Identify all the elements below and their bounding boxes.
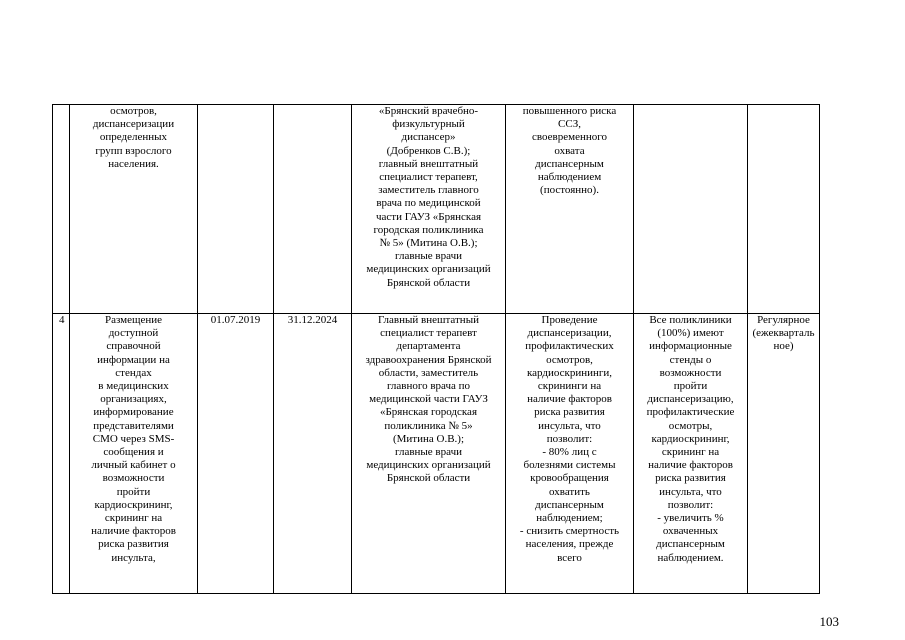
row-number-cell — [53, 105, 70, 314]
cell-text-line: ССЗ, — [558, 118, 581, 131]
measure-cell — [70, 105, 198, 314]
cell-text-line: наблюдением — [537, 171, 602, 184]
start-date-cell: 01.07.2019 — [198, 314, 274, 594]
cell-text-line: пройти — [673, 380, 708, 393]
cell-text-line: диспансерным — [656, 538, 725, 551]
cell-text-line: наблюдением. — [657, 551, 724, 564]
cell-text-line: городская поликлиника — [373, 223, 484, 236]
cell-text-line: № 5» (Митина О.В.); — [379, 237, 478, 250]
cell-text-line: Размещение — [104, 314, 163, 326]
cell-text-line: групп взрослого — [95, 144, 172, 157]
cell-text-line: «Брянская городская — [379, 406, 478, 419]
cell-text-line: диспансерным — [535, 157, 604, 170]
measure-cell — [70, 314, 198, 594]
cell-text-line: Брянской области — [386, 276, 471, 289]
row-number-cell: 4 — [53, 314, 70, 594]
cell-text-line: медицинских организаций — [366, 263, 491, 276]
cell-text-line: профилактические — [646, 406, 735, 419]
end-date-cell — [274, 105, 352, 314]
table-row — [53, 105, 820, 314]
cell-text-line: позволит: — [667, 498, 714, 511]
end-date-cell: 31.12.2024 — [274, 314, 352, 594]
cell-text-line: доступной — [108, 327, 159, 340]
cell-text-line: - увеличить % — [657, 512, 724, 525]
page-number: 103 — [819, 614, 839, 629]
cell-text-line: - 80% лиц с — [542, 446, 597, 459]
cell-text-line: врача по медицинской — [376, 197, 481, 210]
cell-text-line: профилактических — [525, 340, 614, 353]
cell-text-line: скрининги на — [537, 380, 602, 393]
cell-text-line: области, заместитель — [378, 366, 479, 379]
cell-text-line: ное) — [773, 340, 794, 353]
indicator-cell — [634, 314, 748, 594]
cell-text-line: медицинской части ГАУЗ — [369, 393, 488, 406]
cell-text-line: населения. — [108, 157, 159, 170]
cell-text-line: специалист терапевт — [380, 327, 477, 340]
cell-text-line: департамента — [396, 340, 461, 353]
cell-text-line: «Брянский врачебно- — [378, 105, 479, 117]
cell-text-line: Все поликлиники — [649, 314, 732, 326]
cell-text-line: поликлиника № 5» — [384, 419, 473, 432]
cell-text-line: возможности — [102, 472, 165, 485]
table-body — [53, 105, 820, 594]
cell-text-line: части ГАУЗ «Брянская — [375, 210, 482, 223]
cell-text-line: риска развития — [655, 472, 726, 485]
cell-text-line: позволит: — [546, 432, 593, 445]
cell-text-line: Брянской области — [386, 472, 471, 485]
cell-text-line: риска развития — [98, 538, 169, 551]
cell-text-line: всего — [557, 551, 582, 564]
cell-text-line: физкультурный — [392, 118, 465, 131]
cell-text-line: кровообращения — [530, 472, 609, 485]
cell-text-line: главного врача по — [386, 380, 471, 393]
cell-text-line: наличие факторов — [91, 525, 176, 538]
indicator-cell — [634, 105, 748, 314]
cell-text-line: (Митина О.В.); — [392, 432, 465, 445]
cell-text-line: - снизить смертность — [519, 525, 620, 538]
cell-text-line: осмотров, — [110, 105, 157, 117]
cell-text-line: (ежекварталь — [752, 327, 815, 340]
expected-result-cell — [506, 105, 634, 314]
cell-text-line: скрининг на — [104, 512, 163, 525]
cell-text-line: диспансеризации — [92, 118, 175, 131]
cell-text-line: в медицинских — [98, 380, 169, 393]
responsible-cell — [352, 314, 506, 594]
measures-table — [52, 104, 820, 594]
cell-text-line: риска развития — [534, 406, 605, 419]
cell-text-line: болезнями системы — [523, 459, 616, 472]
cell-text-line: медицинских организаций — [366, 459, 491, 472]
cell-text-line: охваченных — [662, 525, 719, 538]
cell-text-line: пройти — [116, 485, 151, 498]
cell-text-line: информирование — [93, 406, 174, 419]
cell-text-line: диспансерным — [535, 498, 604, 511]
cell-text-line: организациях, — [100, 393, 167, 406]
cell-text-line: кардиоскрининги, — [526, 366, 613, 379]
cell-text-line: охвата — [554, 144, 585, 157]
cell-text-line: главный внештатный — [378, 157, 479, 170]
cell-text-line: определенных — [99, 131, 168, 144]
cell-text-line: диспансер» — [401, 131, 456, 144]
cell-text-line: представителями — [93, 419, 174, 432]
cell-text-line: своевременного — [532, 131, 607, 144]
cell-text-line: возможности — [659, 366, 722, 379]
measure-type-cell — [748, 314, 820, 594]
cell-text-line: охватить — [549, 485, 590, 498]
responsible-cell — [352, 105, 506, 314]
cell-text-line: инсульта, что — [659, 485, 722, 498]
cell-text-line: сообщения и — [103, 446, 164, 459]
cell-text-line: стенды о — [669, 353, 712, 366]
measure-type-cell — [748, 105, 820, 314]
cell-text-line: диспансеризации, — [527, 327, 612, 340]
cell-text-line: кардиоскрининг, — [651, 432, 730, 445]
cell-text-line: наличие факторов — [527, 393, 612, 406]
cell-text-line: Главный внештатный — [378, 314, 479, 326]
cell-text-line: скрининг на — [661, 446, 720, 459]
cell-text-line: (Добренков С.В.); — [386, 144, 471, 157]
cell-text-line: (постоянно). — [540, 184, 599, 197]
start-date-cell — [198, 105, 274, 314]
cell-text-line: заместитель главного — [378, 184, 479, 197]
table-row — [53, 314, 820, 594]
cell-text-line: населения, прежде — [525, 538, 614, 551]
cell-text-line: (100%) имеют — [657, 327, 724, 340]
cell-text-line: осмотров, — [546, 353, 593, 366]
cell-text-line: справочной — [106, 340, 161, 353]
cell-text-line: наличие факторов — [648, 459, 733, 472]
cell-text-line: главные врачи — [395, 446, 462, 459]
cell-text-line: инсульта, — [111, 551, 156, 564]
cell-text-line: информационные — [649, 340, 732, 353]
cell-text-line: СМО через SMS- — [92, 432, 175, 445]
expected-result-cell — [506, 314, 634, 594]
cell-text-line: специалист терапевт, — [379, 171, 478, 184]
cell-text-line: Проведение — [541, 314, 598, 326]
cell-text-line: осмотры, — [668, 419, 713, 432]
cell-text-line: главные врачи — [395, 250, 462, 263]
cell-text-line: наблюдением; — [536, 512, 603, 525]
cell-text-line: информации на — [97, 353, 170, 366]
cell-text-line: личный кабинет о — [91, 459, 176, 472]
cell-text-line: Регулярное — [757, 314, 810, 326]
cell-text-line: здравоохранения Брянской — [365, 353, 492, 366]
cell-text-line: кардиоскрининг, — [94, 498, 173, 511]
cell-text-line: инсульта, что — [538, 419, 601, 432]
cell-text-line: стендах — [115, 366, 152, 379]
cell-text-line: повышенного риска — [522, 105, 617, 117]
cell-text-line: диспансеризацию, — [647, 393, 734, 406]
